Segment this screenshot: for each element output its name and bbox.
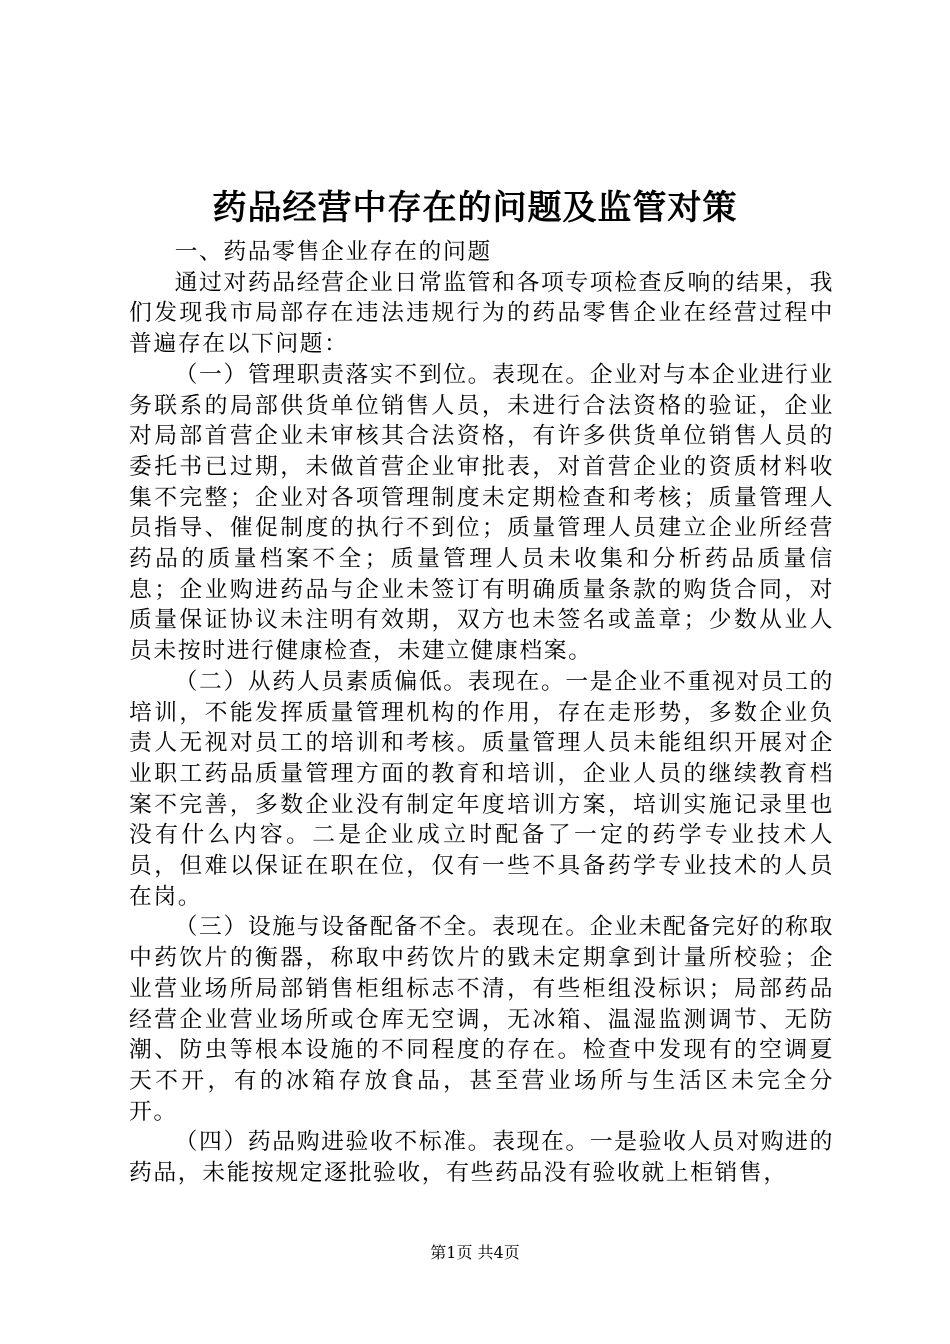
document-title: 药品经营中存在的问题及监管对策: [212, 188, 738, 228]
paragraph-management: （一）管理职责落实不到位。表现在。企业对与本企业进行业务联系的局部供货单位销售人员，未进行合法资格的验证，企业对局部首营企业未审核其合法资格，有许多供货单位销售人员的委托书已过期，未做首营企业审批表，对首营企业的资质材料收集不完整；企业对各项管理制度未定期检查和考核；质量管理人员指导、催促制度的执行不到位；质量管理人员建立企业所经营药品的质量档案不全；质量管理人员未收集和分析药品质量信息；企业购进药品与企业未签订有明确质量条款的购货合同，对质量保证协议未注明有效期，双方也未签名或盖章；少数从业人员未按时进行健康检查，未建立健康档案。: [129, 361, 834, 665]
paragraph-personnel: （二）从药人员素质偏低。表现在。一是企业不重视对员工的培训，不能发挥质量管理机构的作用，存在走形势，多数企业负责人无视对员工的培训和考核。质量管理人员未能组织开展对企业职工药品质量管理方面的教育和培训，企业人员的继续教育档案不完善，多数企业没有制定年度培训方案，培训实施记录里也没有什么内容。二是企业成立时配备了一定的药学专业技术人员，但难以保证在职在位，仅有一些不具备药学专业技术的人员在岗。: [129, 668, 834, 910]
document-body: [129, 237, 834, 1189]
page-number-footer: 第1页 共4页: [430, 1243, 520, 1262]
paragraph-intro: 通过对药品经营企业日常监管和各项专项检查反响的结果，我们发现我市局部存在违法违规行为的药品零售企业在经营过程中普遍存在以下问题：: [129, 269, 834, 358]
paragraph-purchasing: （四）药品购进验收不标准。表现在。一是验收人员对购进的药品，未能按规定逐批验收，有些药品没有验收就上柜销售，: [129, 1129, 834, 1187]
section-heading: 一、药品零售企业存在的问题: [174, 239, 492, 265]
paragraph-facilities: （三）设施与设备配备不全。表现在。企业未配备完好的称取中药饮片的衡器，称取中药饮片的戥未定期拿到计量所校验；企业营业场所局部销售柜组标志不清，有些柜组没标识；局部药品经营企业营业场所或仓库无空调，无冰箱、温湿监测调节、无防潮、防虫等根本设施的不同程度的存在。检查中发现有的空调夏天不开，有的冰箱存放食品，甚至营业场所与生活区未完全分开。: [129, 914, 834, 1125]
